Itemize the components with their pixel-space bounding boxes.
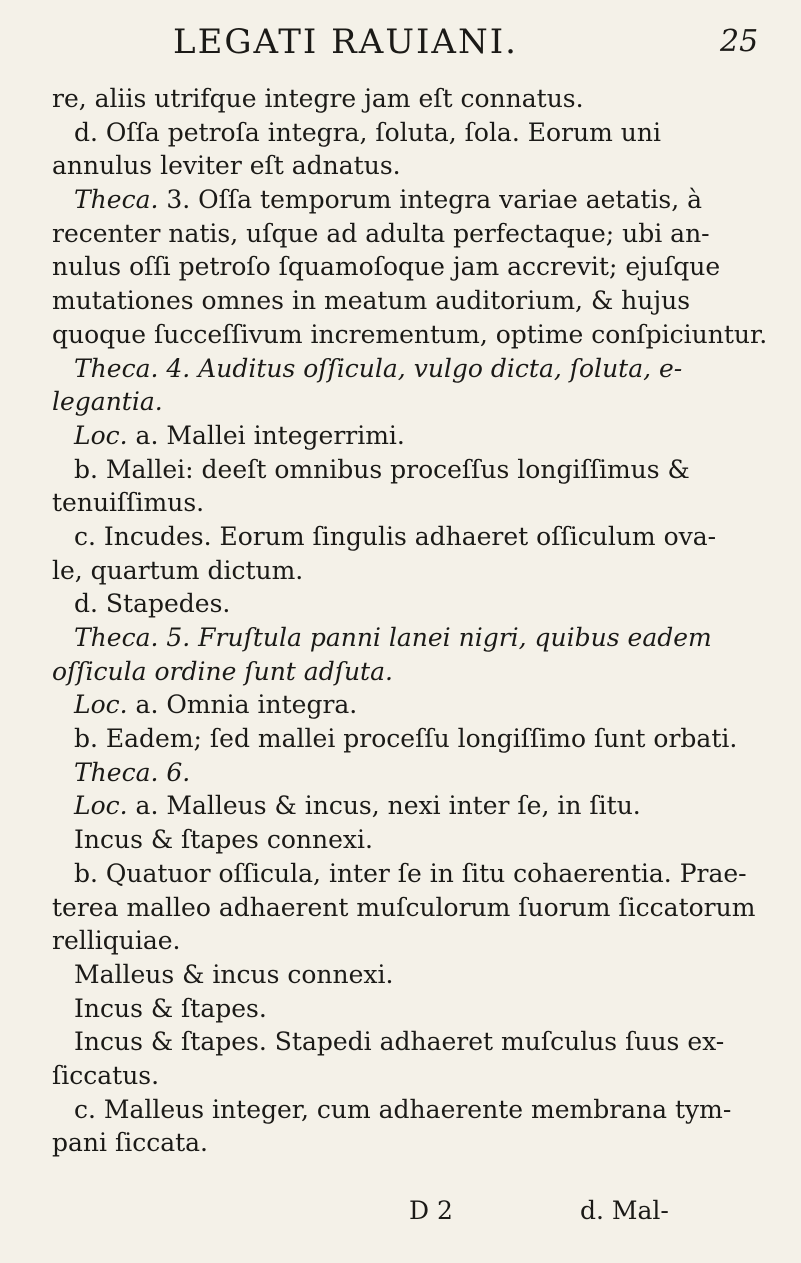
text-line: relliquiae. bbox=[52, 926, 181, 956]
page-header bbox=[0, 22, 801, 72]
line-rest: a. Mallei integerrimi. bbox=[127, 420, 405, 450]
text-line: b. Mallei: deeſt omnibus proceſſus longiſſimus & bbox=[74, 454, 690, 484]
text-line bbox=[52, 789, 772, 823]
text-line: Incus & ſtapes connexi. bbox=[74, 825, 373, 855]
text-line: Incus & ſtapes. bbox=[74, 993, 267, 1023]
text-line: Incus & ſtapes. Stapedi adhaeret muſculus ſuus ex- bbox=[74, 1027, 725, 1057]
line-rest: a. Malleus & incus, nexi inter ſe, in ſitu. bbox=[127, 791, 641, 821]
text-line: c. Malleus integer, cum adhaerente membrana tym- bbox=[74, 1094, 732, 1124]
line-rest: 3. Oſſa temporum integra variae aetatis, à bbox=[158, 185, 703, 215]
text-line: oſſicula ordine ſunt adſuta. bbox=[52, 656, 393, 686]
text-line: d. Oſſa petroſa integra, ſoluta, ſola. Eorum uni bbox=[74, 117, 661, 147]
text-line: d. Stapedes. bbox=[74, 589, 231, 619]
line-label: Loc. bbox=[74, 420, 128, 450]
text-line: recenter natis, uſque ad adulta perfectaque; ubi an- bbox=[52, 218, 710, 248]
text-line bbox=[52, 688, 772, 722]
page-footer bbox=[0, 1196, 801, 1232]
text-line: annulus leviter eſt adnatus. bbox=[52, 151, 401, 181]
text-line: terea malleo adhaerent muſculorum ſuorum ſiccatorum bbox=[52, 892, 756, 922]
text-line: b. Quatuor oſſicula, inter ſe in ſitu cohaerentia. Prae- bbox=[74, 858, 747, 888]
text-line: tenuiſſimus. bbox=[52, 488, 205, 518]
text-line: b. Eadem; ſed mallei proceſſu longiſſimo ſunt orbati. bbox=[74, 724, 738, 754]
line-label: Loc. bbox=[74, 791, 128, 821]
text-line bbox=[52, 419, 772, 453]
text-line: Malleus & incus connexi. bbox=[74, 959, 394, 989]
text-line: legantia. bbox=[52, 387, 163, 417]
text-line: Theca. 6. bbox=[74, 757, 191, 787]
signature-mark: D 2 bbox=[409, 1196, 453, 1225]
text-line: quoque ſucceſſivum incrementum, optime conſpiciuntur. bbox=[52, 319, 768, 349]
line-label: Loc. bbox=[74, 690, 128, 720]
line-rest: a. Omnia integra. bbox=[127, 690, 358, 720]
text-line: mutationes omnes in meatum auditorium, & hujus bbox=[52, 286, 691, 316]
text-line: ſiccatus. bbox=[52, 1060, 160, 1090]
text-line: pani ſiccata. bbox=[52, 1128, 209, 1158]
text-line: re, aliis utrifque integre jam eſt connatus. bbox=[52, 84, 584, 113]
text-line bbox=[52, 183, 772, 217]
text-line: c. Incudes. Eorum ſingulis adhaeret oſſiculum ova- bbox=[74, 521, 717, 551]
running-title: LEGATI RAUIANI. bbox=[173, 22, 518, 62]
body-text bbox=[52, 82, 772, 1160]
text-line: Theca. 4. Auditus oſſicula, vulgo dicta, ſoluta, e- bbox=[74, 353, 683, 383]
text-line: nulus oſſi petroſo ſquamoſoque jam accrevit; ejuſque bbox=[52, 252, 721, 282]
catchword: d. Mal- bbox=[580, 1196, 669, 1225]
line-label: Theca. bbox=[74, 185, 159, 215]
page-number: 25 bbox=[720, 24, 759, 59]
text-line: le, quartum dictum. bbox=[52, 555, 304, 585]
text-line: Theca. 5. Fruſtula panni lanei nigri, quibus eadem bbox=[74, 623, 712, 652]
